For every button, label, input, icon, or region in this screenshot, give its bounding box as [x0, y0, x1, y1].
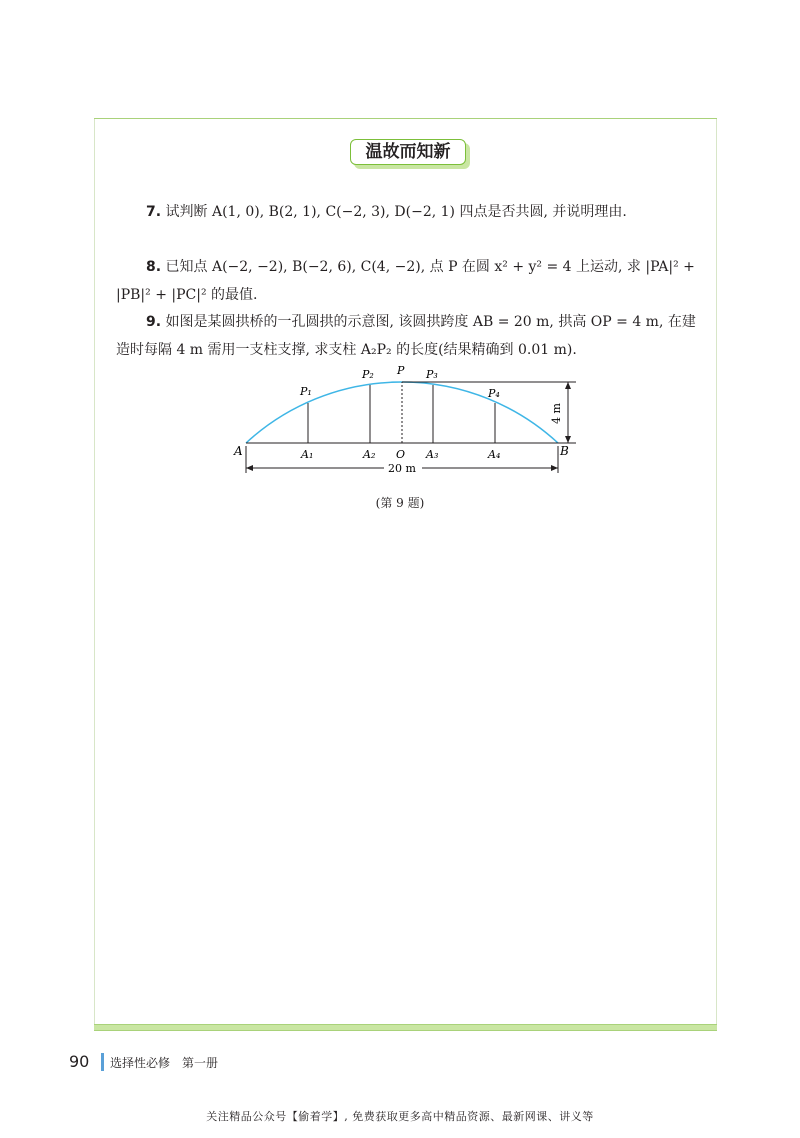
- problem-8: [116, 253, 706, 309]
- height-label: 4 m: [550, 403, 563, 424]
- label-a3: A₃: [426, 448, 439, 461]
- height-arrow-top-icon: [565, 382, 571, 389]
- problem-9: [116, 308, 706, 364]
- page-number: 90: [69, 1052, 90, 1071]
- span-label: 20 m: [388, 462, 416, 475]
- figure-caption: (第 9 题): [375, 496, 425, 510]
- problem-text: 已知点 A(−2, −2), B(−2, 6), C(4, −2), 点 P 在圆 x² + y² = 4 上运动, 求 |PA|² + |PB|² + |PC|² 的最值.: [116, 259, 695, 303]
- problem-text: 试判断 A(1, 0), B(2, 1), C(−2, 3), D(−2, 1) 四点是否共圆, 并说明理由.: [165, 204, 627, 220]
- label-p4: P₄: [488, 387, 500, 400]
- problem-number: 8.: [146, 259, 162, 275]
- label-b: B: [560, 444, 569, 458]
- span-arrow-left-icon: [246, 465, 253, 471]
- label-a4: A₄: [488, 448, 501, 461]
- book-title: 选择性必修 第一册: [110, 1056, 219, 1070]
- problem-7: [116, 198, 706, 226]
- watermark-text: 关注精品公众号【偷着学】, 免费获取更多高中精品资源、最新网课、讲义等: [206, 1110, 594, 1123]
- label-o: O: [396, 448, 406, 461]
- label-p: P: [397, 364, 405, 377]
- arch-bridge-diagram: [226, 358, 586, 483]
- label-a: A: [234, 444, 243, 458]
- bottom-green-band: [94, 1024, 717, 1031]
- span-arrow-right-icon: [551, 465, 558, 471]
- footer-marker: [101, 1053, 104, 1071]
- label-p3: P₃: [426, 368, 438, 381]
- problem-number: 9.: [146, 314, 162, 330]
- label-p1: P₁: [300, 385, 312, 398]
- problem-text: 如图是某圆拱桥的一孔圆拱的示意图, 该圆拱跨度 AB = 20 m, 拱高 OP = 4 m, 在建造时每隔 4 m 需用一支柱支撑, 求支柱 A₂P₂ 的长度(结果精确到 0.01 m).: [116, 314, 696, 358]
- section-heading-text: 温故而知新: [350, 139, 466, 165]
- problem-number: 7.: [146, 204, 162, 220]
- label-p2: P₂: [362, 368, 374, 381]
- label-a1: A₁: [301, 448, 314, 461]
- height-arrow-bottom-icon: [565, 436, 571, 443]
- label-a2: A₂: [363, 448, 376, 461]
- section-heading: [350, 139, 470, 169]
